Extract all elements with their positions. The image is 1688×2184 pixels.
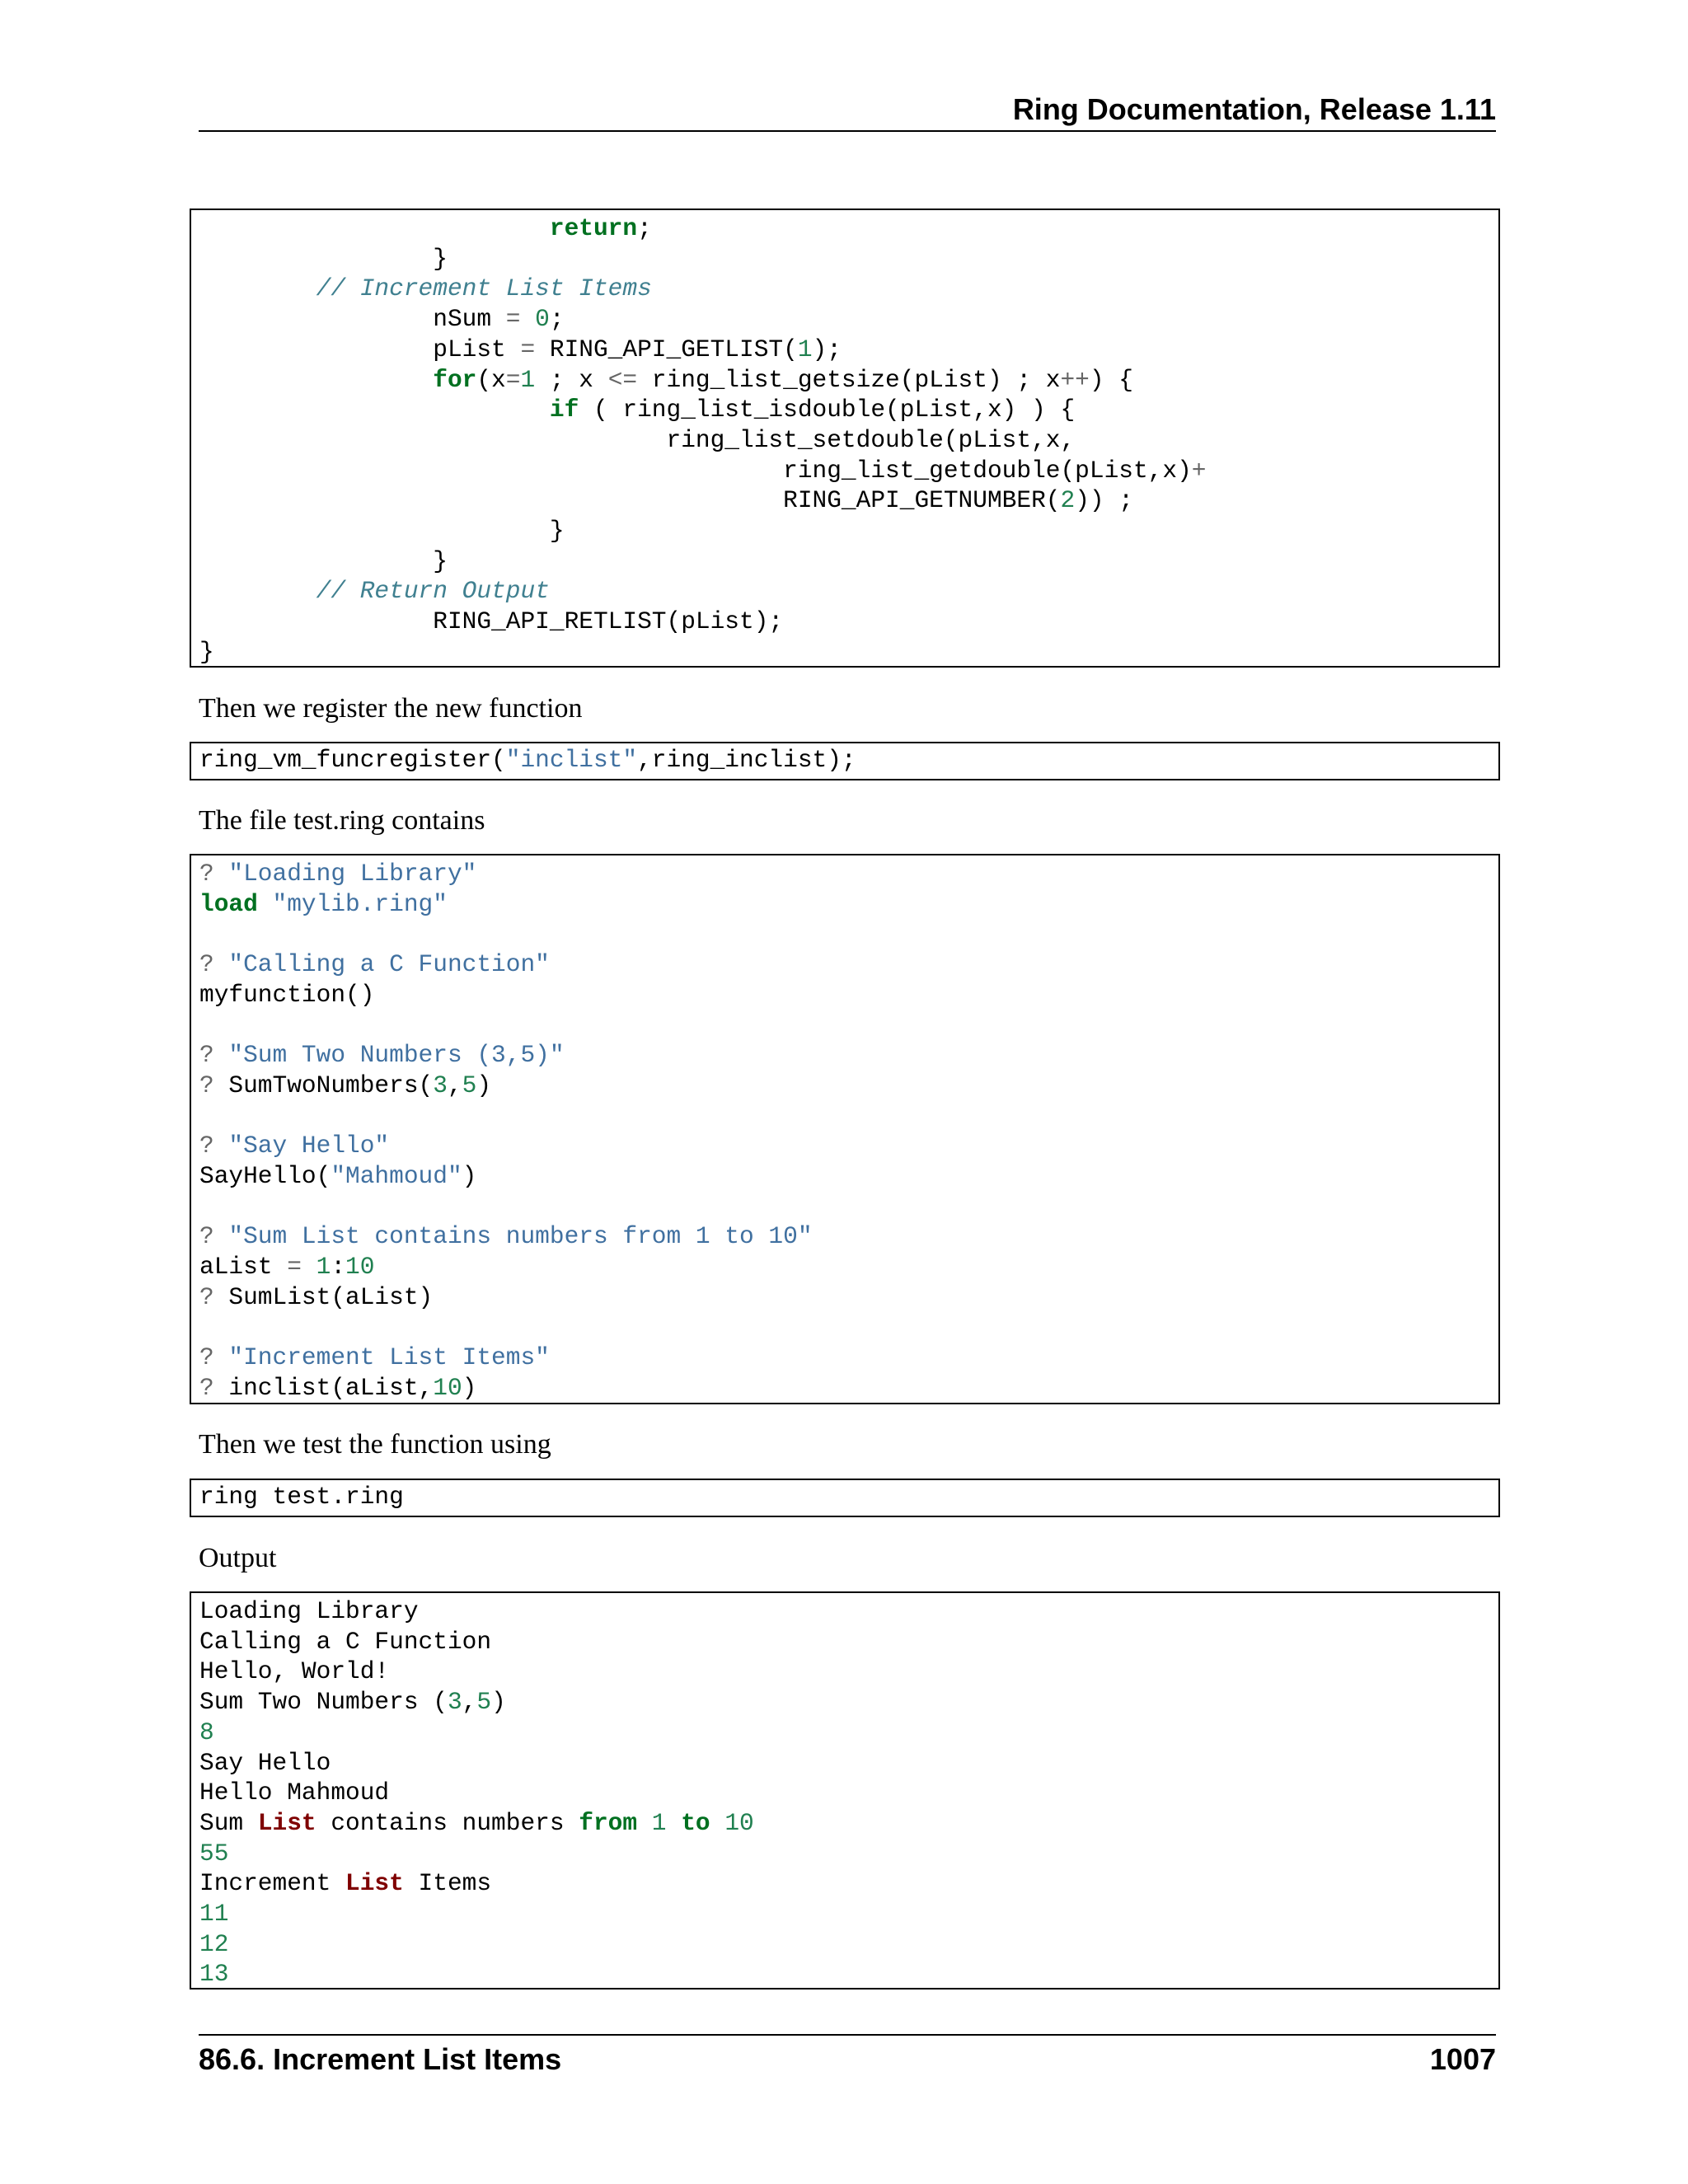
code-block-run-command: [190, 1479, 1500, 1517]
code-line: Say Hello: [199, 1748, 331, 1777]
footer-rule: [199, 2034, 1496, 2036]
code-line: ring_list_getdouble(pList,x)+: [199, 456, 1207, 485]
paragraph-output: Output: [199, 1543, 277, 1573]
code-block-output: [190, 1591, 1500, 1990]
code-line: Sum Two Numbers (3,5): [199, 1688, 506, 1717]
code-line: Increment List Items: [199, 1869, 492, 1898]
code-line: RING_API_GETNUMBER(2)) ;: [199, 486, 1133, 515]
code-line: Sum List contains numbers from 1 to 10: [199, 1808, 754, 1837]
code-block-register: [190, 742, 1500, 780]
running-header-title: Ring Documentation, Release 1.11: [1012, 92, 1496, 126]
code-line: 55: [199, 1839, 229, 1868]
code-line: RING_API_RETLIST(pList);: [199, 607, 784, 636]
code-line: 13: [199, 1960, 229, 1989]
code-line: ? "Calling a C Function": [199, 950, 550, 979]
code-line: ? inclist(aList,10): [199, 1373, 477, 1402]
paragraph-register: Then we register the new function: [199, 693, 583, 724]
code-line: // Return Output: [316, 577, 550, 606]
paragraph-file-contains: The file test.ring contains: [199, 805, 485, 836]
code-line: 12: [199, 1929, 229, 1958]
code-line: // Increment List Items: [316, 274, 652, 303]
code-line: Calling a C Function: [199, 1627, 492, 1656]
code-line: ring test.ring: [199, 1483, 404, 1511]
code-line: nSum = 0;: [199, 305, 565, 334]
code-line: Hello Mahmoud: [199, 1779, 390, 1807]
code-line: ? "Sum List contains numbers from 1 to 10": [199, 1222, 813, 1251]
code-line: ? SumList(aList): [199, 1282, 434, 1311]
code-line: Loading Library: [199, 1597, 419, 1625]
code-line: }: [199, 546, 448, 575]
code-line: aList = 1:10: [199, 1253, 375, 1282]
header-rule: [199, 130, 1496, 132]
code-line: ring_list_setdouble(pList,x,: [199, 425, 1076, 454]
code-line: }: [199, 517, 565, 546]
code-line: Hello, World!: [199, 1657, 390, 1686]
code-line: ? "Sum Two Numbers (3,5)": [199, 1041, 565, 1070]
code-line: 11: [199, 1900, 229, 1929]
paragraph-test-using: Then we test the function using: [199, 1429, 551, 1460]
code-block-test-ring: [190, 854, 1500, 1404]
code-line: for(x=1 ; x <= ring_list_getsize(pList) ; x++) {: [433, 365, 1133, 394]
footer-section-title: 86.6. Increment List Items: [199, 2042, 562, 2076]
code-line: SayHello("Mahmoud"): [199, 1162, 477, 1191]
code-line: }: [199, 637, 214, 666]
code-block-c-function: [190, 209, 1500, 668]
footer-page-number: 1007: [1429, 2042, 1496, 2076]
code-line: if ( ring_list_isdouble(pList,x) ) {: [549, 396, 1076, 424]
code-line: ? "Loading Library": [199, 860, 477, 888]
code-line: }: [199, 244, 448, 273]
code-line: return;: [549, 214, 652, 242]
code-line: pList = RING_API_GETLIST(1);: [199, 335, 842, 363]
code-line: ? "Increment List Items": [199, 1343, 550, 1372]
code-line: ring_vm_funcregister("inclist",ring_inclist);: [199, 746, 856, 774]
code-line: ? SumTwoNumbers(3,5): [199, 1071, 492, 1099]
code-line: ? "Say Hello": [199, 1132, 390, 1160]
code-line: myfunction(): [199, 980, 375, 1009]
code-line: 8: [199, 1718, 214, 1746]
code-line: load "mylib.ring": [199, 889, 448, 918]
